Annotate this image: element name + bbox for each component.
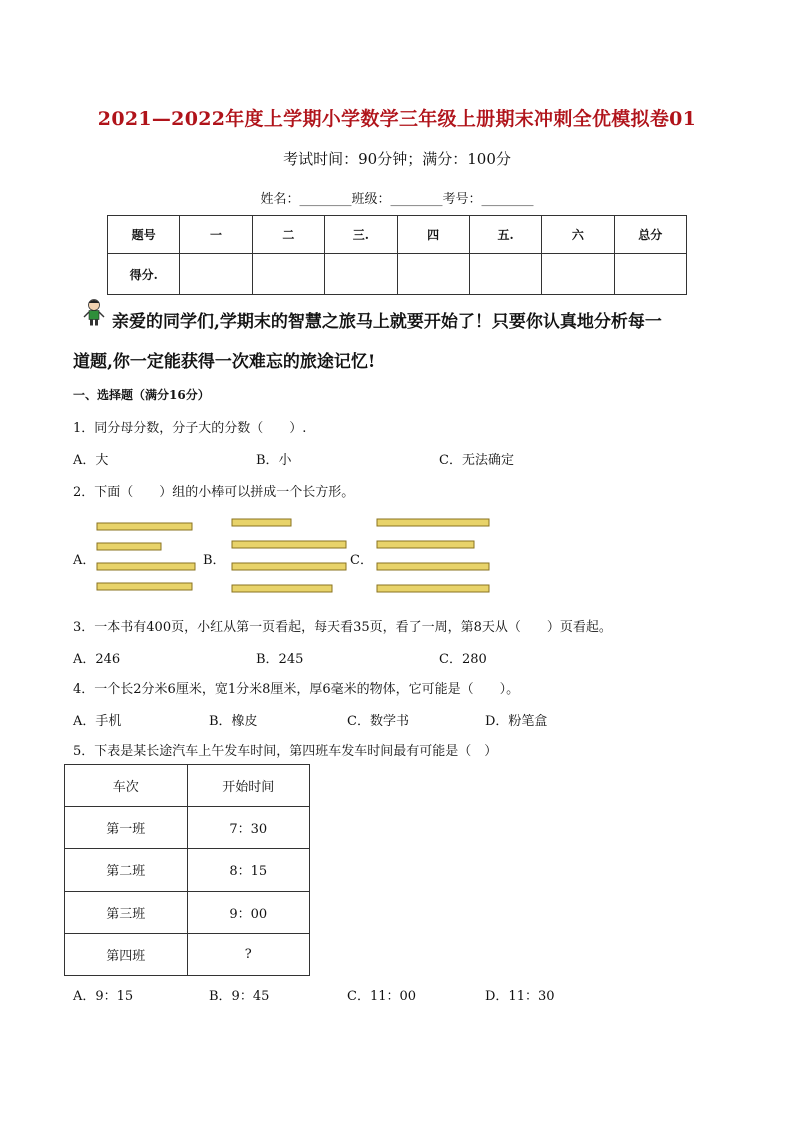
question-2-stem: 2．下面（ ）组的小棒可以拼成一个长方形。 bbox=[73, 485, 355, 500]
question-4-stem: 4．一个长2分米6厘米，宽1分米8厘米，厚6毫米的物体，它可能是（ ）。 bbox=[73, 682, 520, 697]
stick-a-3 bbox=[97, 563, 195, 570]
q5-option-a[interactable]: A．9：15 bbox=[73, 989, 134, 1004]
score-header-cell: 三. bbox=[325, 216, 397, 254]
bus-cell: 7：30 bbox=[187, 807, 310, 849]
score-header-cell: 一 bbox=[180, 216, 252, 254]
q4-option-c[interactable]: C．数学书 bbox=[347, 714, 409, 729]
stick-b-2 bbox=[232, 541, 346, 548]
stick-b-3 bbox=[232, 563, 346, 570]
q1-option-b[interactable]: B．小 bbox=[256, 453, 292, 468]
stick-a-2 bbox=[97, 543, 161, 550]
score-header-cell: 总分 bbox=[614, 216, 686, 254]
stick-c-1 bbox=[377, 519, 489, 526]
q5-option-b[interactable]: B．9：45 bbox=[209, 989, 270, 1004]
greeting-line-2: 道题,你一定能获得一次难忘的旅途记忆! bbox=[73, 352, 376, 372]
stick-c-3 bbox=[377, 563, 489, 570]
section-title: 一、选择题（满分16分） bbox=[73, 388, 210, 402]
stick-a-4 bbox=[97, 583, 192, 590]
question-1-stem: 1．同分母分数，分子大的分数（ ）. bbox=[73, 421, 307, 436]
q2-option-c[interactable]: C． bbox=[350, 553, 373, 568]
score-header-cell: 五. bbox=[469, 216, 541, 254]
question-3-stem: 3．一本书有400页，小红从第一页看起，每天看35页，看了一周，第8天从（ ）页看起。 bbox=[73, 620, 612, 635]
bus-cell: 第三班 bbox=[65, 891, 188, 933]
exam-time-score: 考试时间：90分钟；满分：100分 bbox=[283, 150, 511, 168]
greeting-line-1: 亲爱的同学们,学期末的智慧之旅马上就要开始了！只要你认真地分析每一 bbox=[112, 312, 662, 332]
q3-option-b[interactable]: B．245 bbox=[256, 652, 304, 667]
q3-option-a[interactable]: A．246 bbox=[73, 652, 121, 667]
q5-option-d[interactable]: D．11：30 bbox=[485, 989, 555, 1004]
paper-title: 2021—2022年度上学期小学数学三年级上册期末冲刺全优模拟卷01 bbox=[97, 108, 697, 130]
bus-cell: 第一班 bbox=[65, 807, 188, 849]
bus-header-cell: 开始时间 bbox=[187, 765, 310, 807]
bus-cell: 9：00 bbox=[187, 891, 310, 933]
q3-option-c[interactable]: C．280 bbox=[439, 652, 487, 667]
score-header-cell: 六 bbox=[542, 216, 614, 254]
student-info-line: 姓名：________班级：________考号：________ bbox=[260, 192, 534, 207]
stick-b-4 bbox=[232, 585, 332, 592]
stick-a-1 bbox=[97, 523, 192, 530]
q5-option-c[interactable]: C．11：00 bbox=[347, 989, 417, 1004]
q1-option-c[interactable]: C．无法确定 bbox=[439, 453, 514, 468]
score-header-cell: 二 bbox=[252, 216, 324, 254]
bus-cell: 第二班 bbox=[65, 849, 188, 891]
bus-header-cell: 车次 bbox=[65, 765, 188, 807]
question-5-stem: 5．下表是某长途汽车上午发车时间，第四班车发车时间最有可能是（ ） bbox=[73, 744, 498, 759]
score-header-cell: 题号 bbox=[108, 216, 180, 254]
bus-cell: 第四班 bbox=[65, 933, 188, 975]
q2-option-b[interactable]: B． bbox=[203, 553, 226, 568]
score-row-label: 得分. bbox=[108, 254, 180, 295]
stick-c-2 bbox=[377, 541, 474, 548]
stick-b-1 bbox=[232, 519, 291, 526]
bus-cell: 8：15 bbox=[187, 849, 310, 891]
bus-schedule-table bbox=[64, 764, 310, 976]
q4-option-a[interactable]: A．手机 bbox=[73, 714, 122, 729]
q4-option-b[interactable]: B．橡皮 bbox=[209, 714, 258, 729]
q4-option-d[interactable]: D．粉笔盒 bbox=[485, 714, 548, 729]
score-header-cell: 四 bbox=[397, 216, 469, 254]
bus-cell: ? bbox=[187, 933, 310, 975]
q2-option-a[interactable]: A． bbox=[73, 553, 96, 568]
stick-c-4 bbox=[377, 585, 489, 592]
q1-option-a[interactable]: A．大 bbox=[73, 453, 109, 468]
